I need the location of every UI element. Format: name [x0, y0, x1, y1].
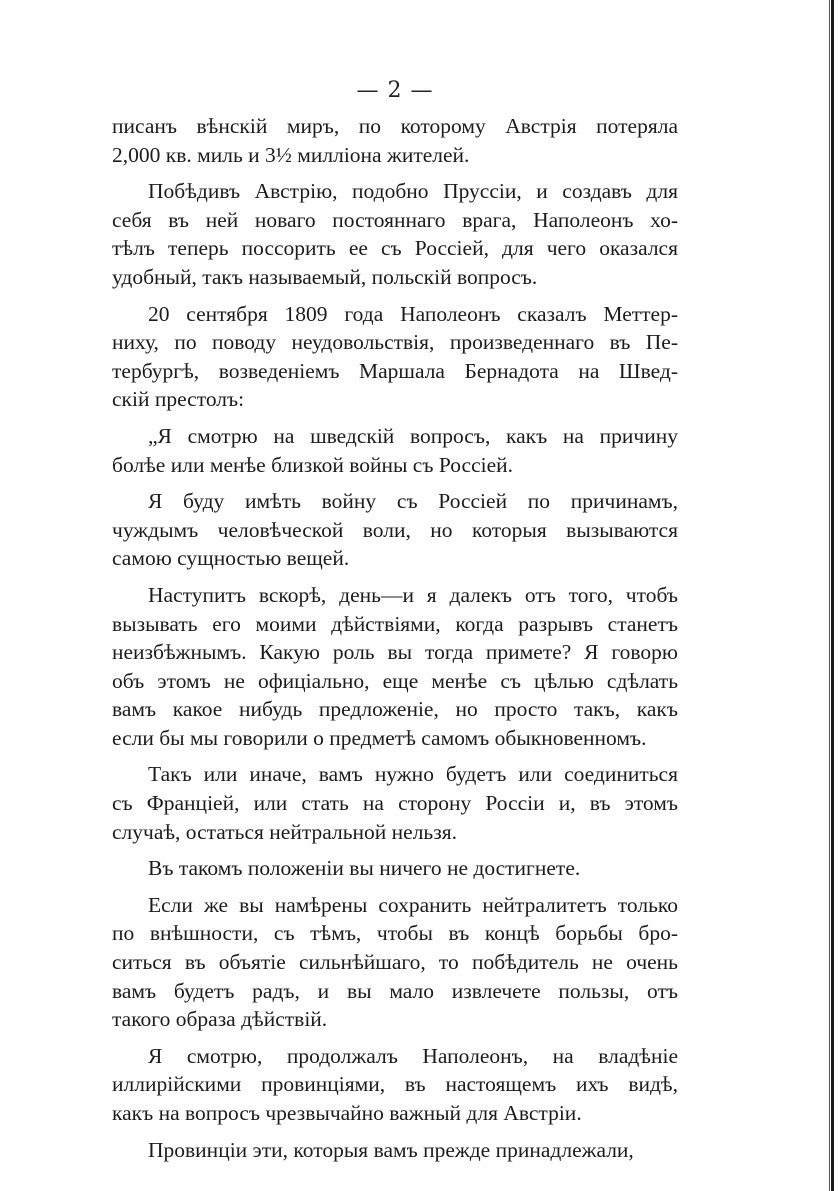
page-number: — 2 —	[356, 78, 434, 103]
text-line: Наступитъ вскорѣ, день—и я далекъ отъ того, чтобъ	[148, 582, 678, 607]
text-line: вамъ какое нибудь предложеніе, но просто такъ, какъ	[112, 697, 678, 722]
text-line: „Я смотрю на шведскій вопросъ, какъ на причину	[148, 423, 678, 448]
paragraph-gap	[112, 479, 678, 487]
paragraph-gap	[112, 169, 678, 177]
text-line: себя въ ней новаго постояннаго врага, Наполеонъ хо-	[112, 207, 678, 232]
text-line: неизбѣжнымъ. Какую роль вы тогда примете? Я говорю	[112, 640, 678, 665]
text-line: если бы мы говорили о предметѣ самомъ обыкновенномъ.	[112, 725, 647, 750]
text-line: Такъ или иначе, вамъ нужно будетъ или соединиться	[148, 762, 678, 787]
text-line: по внѣшности, съ тѣмъ, чтобы въ концѣ борьбы бро-	[112, 921, 678, 946]
paragraph-gap	[112, 846, 678, 854]
paragraph	[112, 300, 678, 414]
text-line: 20 сентября 1809 года Наполеонъ сказалъ Меттер-	[148, 301, 678, 326]
paragraph	[112, 177, 678, 291]
text-line: съ Франціей, или стать на сторону Россіи и, въ этомъ	[112, 791, 678, 816]
text-line: иллирійскими провинціями, въ настоящемъ ихъ видѣ,	[112, 1072, 678, 1097]
text-line: чуждымъ человѣческой воли, но которыя вызываются	[112, 517, 678, 542]
paragraph	[112, 422, 678, 479]
text-line: случаѣ, остаться нейтральной нельзя.	[112, 819, 457, 844]
text-line: объ этомъ не офиціально, еще менѣе съ цѣлью сдѣлать	[112, 668, 678, 693]
text-line: ниху, по поводу неудовольствія, произведеннаго въ Пе-	[112, 330, 678, 355]
paragraph-gap	[112, 1034, 678, 1042]
paragraph	[112, 1136, 678, 1165]
text-line: какъ на вопросъ чрезвычайно важный для Австріи.	[112, 1101, 582, 1125]
text-line: Побѣдивъ Австрію, подобно Пруссіи, и создавъ для	[148, 179, 678, 204]
paragraph-gap	[112, 883, 678, 891]
text-line: самою сущностью вещей.	[112, 546, 350, 571]
text-line: тѣлъ теперь поссорить ее съ Россіей, для чего оказался	[112, 236, 678, 261]
paragraph-gap	[112, 752, 678, 760]
text-line: Я буду имѣть войну съ Россіей по причинамъ,	[148, 489, 678, 514]
paragraph	[112, 112, 678, 169]
paragraph	[112, 891, 678, 1034]
text-line: Провинціи эти, которыя вамъ прежде принадлежали,	[148, 1137, 634, 1162]
paragraph-gap	[112, 1128, 678, 1136]
paragraph	[112, 854, 678, 883]
paragraph-gap	[112, 292, 678, 300]
text-line: вызывать его моими дѣйствіями, когда разрывъ станетъ	[112, 611, 678, 636]
paragraph-gap	[112, 414, 678, 422]
text-line: болѣе или менѣе близкой войны съ Россіей.	[112, 452, 514, 477]
text-line: Въ такомъ положеніи вы ничего не достигнете.	[148, 856, 581, 881]
text-line: вамъ будетъ радъ, и вы мало извлечете пользы, отъ	[112, 978, 678, 1003]
text-line: ситься въ объятіе сильнѣйшаго, то побѣдитель не очень	[112, 950, 678, 975]
text-line: писанъ вѣнскій миръ, по которому Австрія потеряла	[112, 114, 678, 138]
text-line: 2,000 кв. миль и 3½ милліона жителей.	[112, 142, 470, 167]
body-text	[112, 112, 678, 1164]
page-edge-shadow	[831, 0, 834, 1191]
text-line: Я смотрю, продолжалъ Наполеонъ, на владѣніе	[148, 1043, 678, 1068]
paragraph	[112, 487, 678, 573]
page-edge-line	[829, 0, 830, 1191]
text-line: скій престолъ:	[112, 387, 245, 412]
text-line: удобный, такъ называемый, польскій вопросъ.	[112, 264, 538, 289]
paragraph	[112, 581, 678, 753]
text-line: Если же вы намѣрены сохранить нейтралитетъ только	[148, 892, 678, 917]
text-line: тербургѣ, возведеніемъ Маршала Бернадота на Швед-	[112, 358, 678, 383]
paragraph	[112, 760, 678, 846]
text-line: такого образа дѣйствій.	[112, 1007, 328, 1032]
paragraph-gap	[112, 573, 678, 581]
paragraph	[112, 1042, 678, 1128]
